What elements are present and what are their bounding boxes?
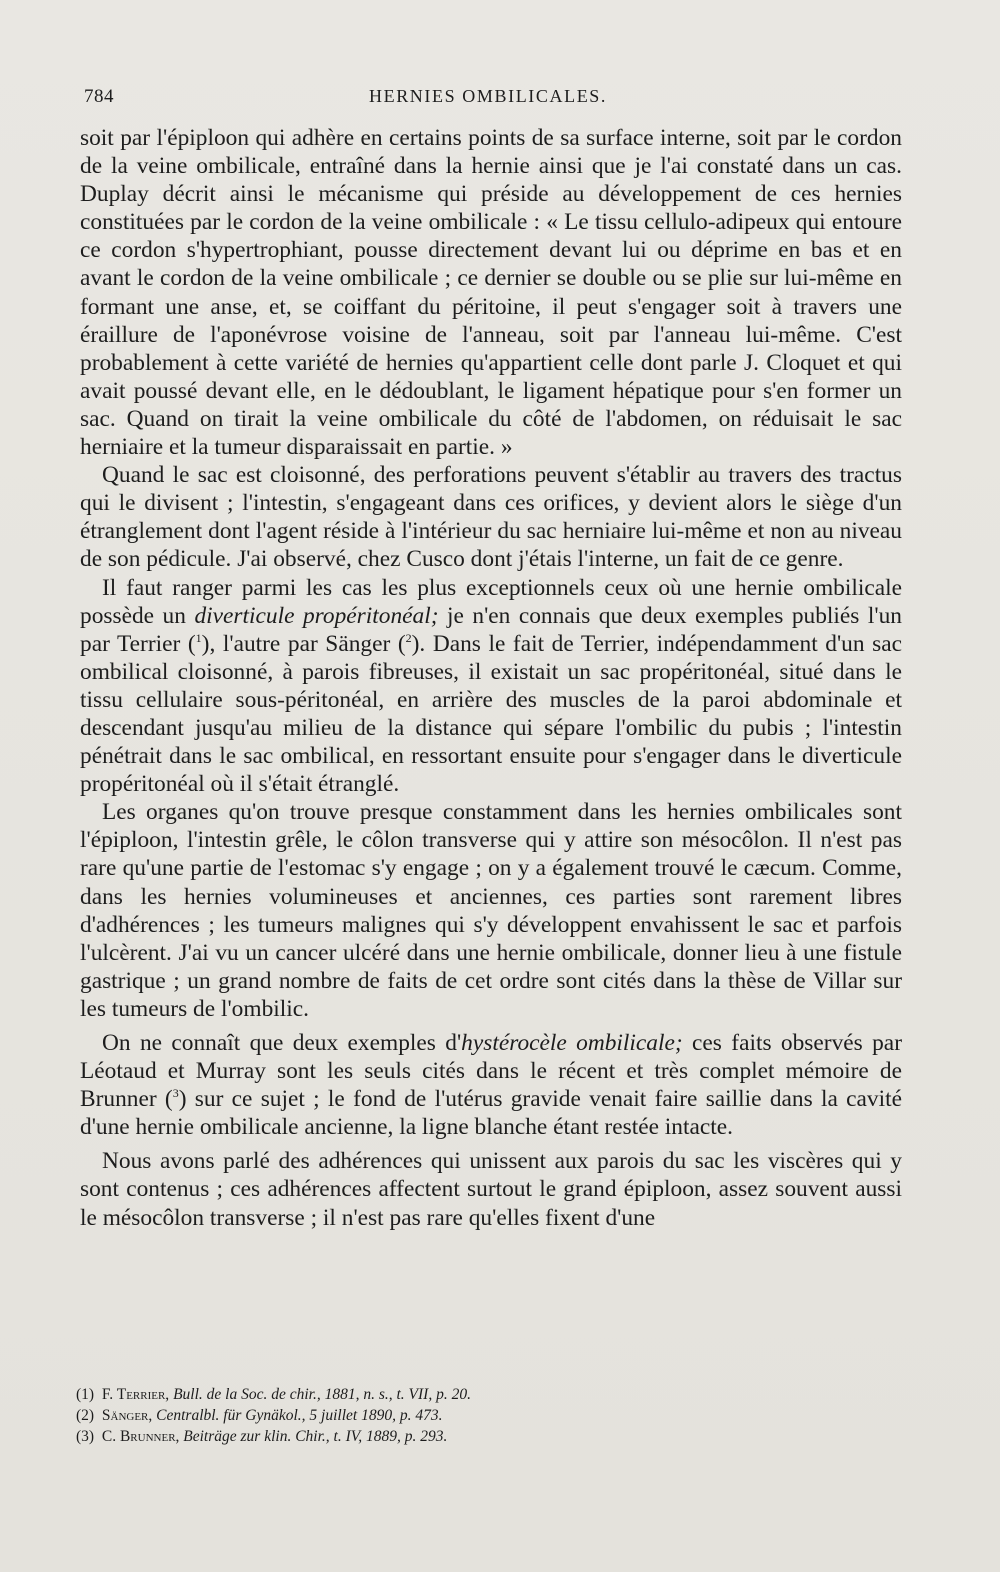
body-text xyxy=(80,124,902,1232)
footnote-2 xyxy=(76,1405,836,1426)
text-run: Il faut ranger parmi les cas les plus exceptionnels ceux où une hernie ombilicale possède un xyxy=(80,574,902,629)
text-run: ), l'autre par Sänger ( xyxy=(201,630,406,657)
text-run: ces faits observés par Léotaud et Murray sont les seuls cités dans le récent et très complet mémoire de Brunner ( xyxy=(80,1030,902,1113)
text-run: On ne connaît que deux exemples d' xyxy=(102,1030,462,1056)
footnote-ref-3: 3 xyxy=(172,1086,179,1101)
footnote-mark: (3) xyxy=(76,1428,95,1445)
text-run: soit par l'épiploon qui adhère en certains points de sa surface interne, soit par le cordon de la veine ombilicale, entraîné dans la hernie ainsi que je l'ai constaté dans un cas. Duplay décrit ainsi le mécanisme qui préside au développement de ces hernies constituées par le cordon de la veine ombilicale : « Le tissu cellulo-adipeux qui entoure ce cordon s'hypertrophiant, pousse directement devant lui ou déprime en bas et en avant le cordon de la veine ombilicale ; ce dernier se double ou se plie sur lui-même en formant une anse, et, se coiffant du péritoine, il peut s'engager soit à travers une éraillure de l'aponévrose voisine de l'anneau, soit par l'anneau lui-même. C'est probablement à cette variété de hernies qu'appartient celle dont parle J. Cloquet et qui avait poussé devant elle, en le dédoublant, le ligament hépatique pour s'en former un sac. Quand on tirait la veine ombilicale du côté de l'abdomen, on réduisait le sac herniaire et la tumeur disparaissait en partie. » xyxy=(80,125,902,461)
paragraph-3 xyxy=(80,574,902,799)
footnote-1 xyxy=(76,1384,836,1405)
text-run: je n'en connais que deux exemples publiés l'un par Terrier ( xyxy=(80,602,903,657)
footnote-author: Sänger, xyxy=(101,1407,153,1424)
footnote-mark: (2) xyxy=(76,1407,95,1424)
paragraph-1 xyxy=(80,124,902,461)
footnote-mark: (1) xyxy=(76,1386,95,1403)
paragraph-2 xyxy=(80,461,902,573)
text-run: Quand le sac est cloisonné, des perforations peuvent s'établir au travers des tractus qui le divisent ; l'intestin, s'engageant dans ces orifices, y devient alors le siège d'un étranglement dont l'agent réside à l'intérieur du sac herniaire lui-même et non au niveau de son pédicule. J'ai observé, chez Cusco dont j'étais l'interne, un fait de ce genre. xyxy=(80,462,902,573)
running-head: HERNIES OMBILICALES. xyxy=(369,86,607,106)
footnote-3 xyxy=(76,1426,836,1447)
footnote-citation: Beiträge zur klin. Chir., t. IV, 1889, p. 293. xyxy=(179,1428,448,1445)
text-run: Les organes qu'on trouve presque constamment dans les hernies ombilicales sont l'épiploon, l'intestin grêle, le côlon transverse qui y attire son mésocôlon. Il n'est pas rare qu'une partie de l'estomac s'y engage ; on y a également trouvé le cæcum. Comme, dans les hernies volumineuses et anciennes, ces parties sont rarement libres d'adhérences ; les tumeurs malignes qui s'y développent envahissent le sac et parfois l'ulcèrent. J'ai vu un cancer ulcéré dans une hernie ombilicale, donner lieu à une fistule gastrique ; un grand nombre de faits de cet ordre sont cités dans la thèse de Villar sur les tumeurs de l'ombilic. xyxy=(80,799,902,1022)
footnote-ref-2: 2 xyxy=(405,630,412,645)
footnote-author: C. Brunner, xyxy=(101,1428,180,1445)
footnote-citation: Centralbl. für Gynäkol., 5 juillet 1890, p. 473. xyxy=(152,1407,443,1424)
paragraph-5 xyxy=(80,1029,902,1141)
footnote-ref-1: 1 xyxy=(195,630,202,645)
footnotes xyxy=(76,1384,836,1447)
text-run: Nous avons parlé des adhérences qui unissent aux parois du sac les viscères qui y sont contenus ; ces adhérences affectent surtout le grand épiploon, assez souvent aussi le mésocôlon transverse ; il n'est pas rare qu'elles fixent d'une xyxy=(80,1148,902,1231)
text-run: ) sur ce sujet ; le fond de l'utérus gravide venait faire saillie dans la cavité d'une hernie ombilicale ancienne, la ligne blanche étant restée intacte. xyxy=(80,1086,902,1141)
page-header xyxy=(84,86,924,116)
footnote-citation: Bull. de la Soc. de chir., 1881, n. s., t. VII, p. 20. xyxy=(169,1386,471,1403)
text-run: ). Dans le fait de Terrier, indépendamment d'un sac ombilical cloisonné, à parois fibreuses, il existait un sac propéritonéal, situé dans le tissu cellulaire sous-péritonéal, en arrière des muscles de la paroi abdominale et descendant jusqu'au milieu de la distance qui sépare l'ombilic du pubis ; l'intestin pénétrait dans le sac ombilical, en ressortant ensuite pour s'engager dans le diverticule propéritonéal où il s'était étranglé. xyxy=(80,630,902,798)
page-number: 784 xyxy=(84,86,114,107)
italic-term: hystérocèle ombilicale; xyxy=(461,1030,683,1056)
footnote-author: F. Terrier, xyxy=(101,1386,170,1403)
italic-term: diverticule propéritonéal; xyxy=(194,602,439,629)
paragraph-6 xyxy=(80,1147,902,1231)
paragraph-4 xyxy=(80,798,902,1023)
